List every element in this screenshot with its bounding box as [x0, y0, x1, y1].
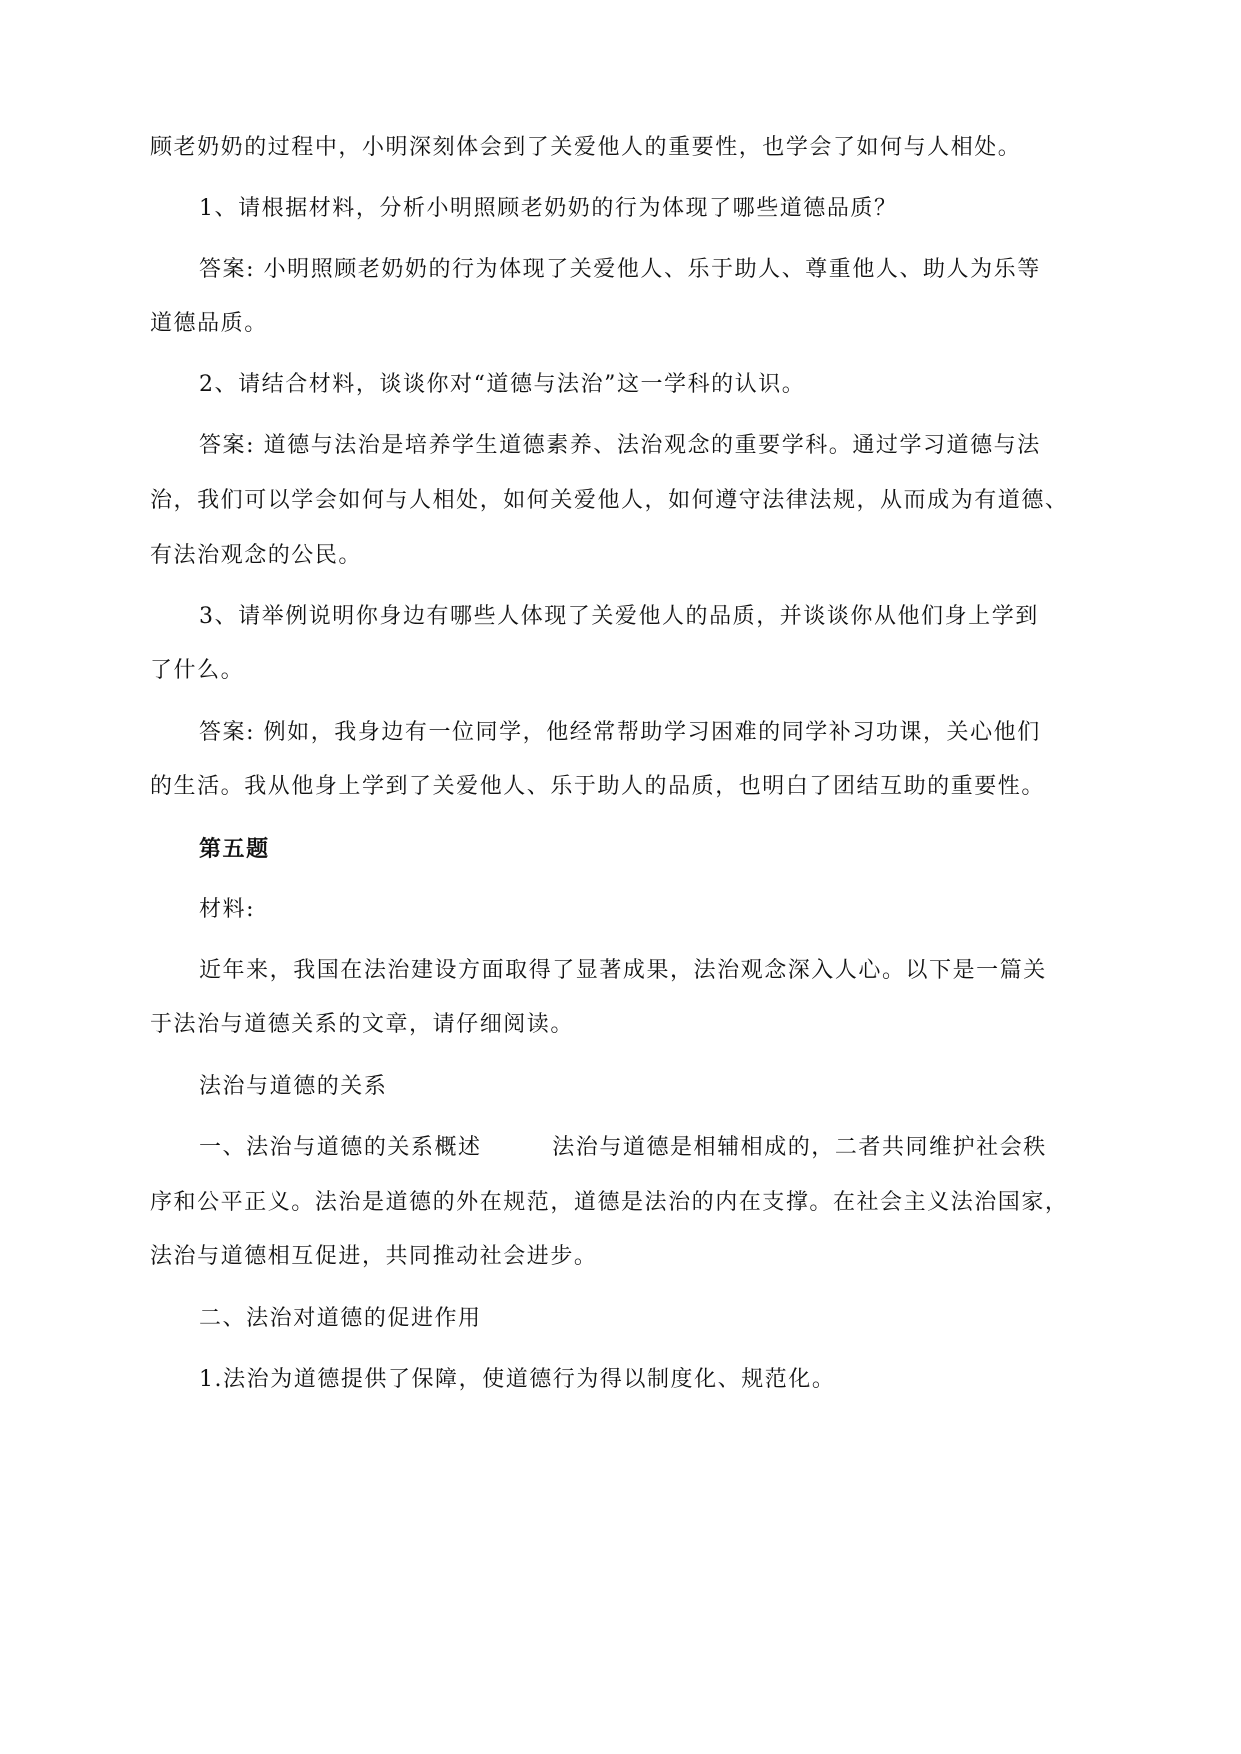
answer-3-line: 答案: 例如，我身边有一位同学，他经常帮助学习困难的同学补习功课，关心他们 [199, 720, 1041, 745]
section-heading: 第五题 [199, 836, 270, 862]
paragraph-line: 近年来，我国在法治建设方面取得了显著成果，法治观念深入人心。以下是一篇关 [199, 958, 1047, 983]
question-2: 2、请结合材料，谈谈你对“道德与法治”这一学科的认识。 [199, 372, 806, 397]
list-item: 1.法治为道德提供了保障，使道德行为得以制度化、规范化。 [199, 1367, 836, 1392]
answer-2-line: 有法治观念的公民。 [150, 543, 362, 568]
article-section-2-heading: 二、法治对道德的促进作用 [199, 1306, 482, 1331]
article-section-1-line: 序和公平正义。法治是道德的外在规范，道德是法治的内在支撑。在社会主义法治国家， [150, 1190, 1069, 1215]
paragraph-line: 于法治与道德关系的文章，请仔细阅读。 [150, 1012, 574, 1037]
article-title: 法治与道德的关系 [199, 1074, 388, 1099]
answer-2-line: 答案: 道德与法治是培养学生道德素养、法治观念的重要学科。通过学习道德与法 [199, 433, 1041, 458]
answer-2-line: 治，我们可以学会如何与人相处，如何关爱他人，如何遵守法律法规，从而成为有道德、 [150, 488, 1069, 513]
answer-1-line: 道德品质。 [150, 311, 268, 336]
material-label: 材料: [199, 897, 256, 922]
answer-3-line: 的生活。我从他身上学到了关爱他人、乐于助人的品质，也明白了团结互助的重要性。 [150, 774, 1045, 799]
article-section-1-line: 法治与道德相互促进，共同推动社会进步。 [150, 1244, 598, 1269]
answer-1-line: 答案: 小明照顾老奶奶的行为体现了关爱他人、乐于助人、尊重他人、助人为乐等 [199, 257, 1041, 282]
paragraph-line: 顾老奶奶的过程中，小明深刻体会到了关爱他人的重要性，也学会了如何与人相处。 [150, 135, 1022, 160]
question-1: 1、请根据材料，分析小明照顾老奶奶的行为体现了哪些道德品质？ [199, 196, 898, 221]
question-3: 3、请举例说明你身边有哪些人体现了关爱他人的品质，并谈谈你从他们身上学到 [199, 604, 1039, 629]
article-section-1-line: 一、法治与道德的关系概述 法治与道德是相辅相成的，二者共同维护社会秩 [199, 1135, 1047, 1160]
question-3-line: 了什么。 [150, 658, 245, 683]
